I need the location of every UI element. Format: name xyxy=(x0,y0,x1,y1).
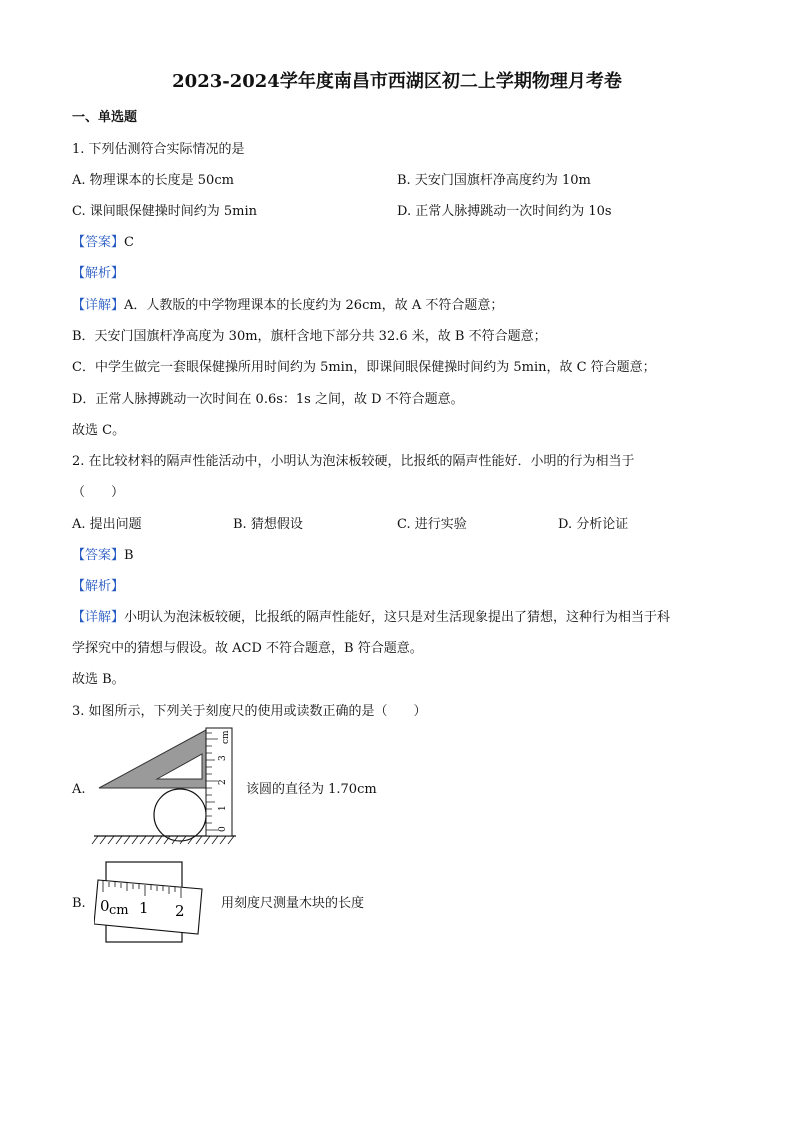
answer-tag: 【答案】 xyxy=(72,235,125,250)
q1-stem: 1. 下列估测符合实际情况的是 xyxy=(72,142,245,157)
q2-stem-bracket: （ ） xyxy=(72,485,125,500)
q1-detail-line: D．正常人脉搏跳动一次时间在 0.6s：1s 之间，故 D 不符合题意。 xyxy=(72,392,464,407)
q1-option-a: A. 物理课本的长度是 50cm xyxy=(72,173,234,188)
ruler-tick-label: 1 xyxy=(218,805,228,811)
detail-tag: 【详解】 xyxy=(72,298,125,313)
ruler-tick-label: 0 xyxy=(218,826,228,832)
ruler-unit-label: cm xyxy=(221,730,231,744)
ruler-tick-label: 3 xyxy=(218,755,228,761)
answer-value: C xyxy=(124,235,134,250)
q3-option-b-text: 用刻度尺测量木块的长度 xyxy=(221,896,365,911)
analysis-tag: 【解析】 xyxy=(72,579,125,594)
q1-detail-line: B．天安门国旗杆净高度为 30m，旗杆含地下部分共 32.6 米，故 B 不符合题意； xyxy=(72,329,547,344)
detail-tag: 【详解】 xyxy=(72,610,125,625)
q3-option-a-label: A. xyxy=(72,782,86,797)
q2-option-b: B. 猜想假设 xyxy=(233,517,303,532)
q2-option-d: D. 分析论证 xyxy=(558,517,629,532)
detail-text: A．人教版的中学物理课本的长度约为 26cm，故 A 不符合题意； xyxy=(124,298,504,313)
ruler-tick-label: 2 xyxy=(175,902,185,920)
q1-detail-line: C．中学生做完一套眼保健操所用时间约为 5min，即课间眼保健操时间约为 5min，故 C 符合题意； xyxy=(72,360,656,375)
ruler-block-figure xyxy=(94,856,206,948)
ruler-tick-label: 2 xyxy=(218,779,228,785)
q3-option-a-text: 该圆的直径为 1.70cm xyxy=(246,782,377,797)
q1-answer xyxy=(72,234,134,252)
q2-stem: 2. 在比较材料的隔声性能活动中，小明认为泡沫板较硬，比报纸的隔声性能好．小明的行为相当于 xyxy=(72,454,635,469)
ruler-circle-figure xyxy=(90,726,240,854)
q1-conclusion: 故选 C。 xyxy=(72,423,126,438)
answer-tag: 【答案】 xyxy=(72,548,125,563)
q2-detail-line xyxy=(72,609,670,627)
answer-value: B xyxy=(124,548,134,563)
page-title: 2023-2024学年度南昌市西湖区初二上学期物理月考卷 xyxy=(172,71,622,92)
q3-stem: 3. 如图所示，下列关于刻度尺的使用或读数正确的是（ ） xyxy=(72,704,427,719)
q2-answer xyxy=(72,547,134,565)
q1-option-c: C. 课间眼保健操时间约为 5min xyxy=(72,204,258,219)
ruler-unit-label: cm xyxy=(109,903,129,918)
q2-option-a: A. 提出问题 xyxy=(72,517,142,532)
q2-conclusion: 故选 B。 xyxy=(72,672,125,687)
q2-option-c: C. 进行实验 xyxy=(397,517,467,532)
ruler-tick-label: 0 xyxy=(100,897,110,915)
q1-detail-line xyxy=(72,297,503,315)
ruler-tick-label: 1 xyxy=(139,899,149,917)
q1-option-b: B. 天安门国旗杆净高度约为 10m xyxy=(397,173,591,188)
q3-option-b-label: B. xyxy=(72,896,86,911)
q2-detail-line: 学探究中的猜想与假设。故 ACD 不符合题意，B 符合题意。 xyxy=(72,641,423,656)
detail-text: 小明认为泡沫板较硬，比报纸的隔声性能好，这只是对生活现象提出了猜想，这种行为相当于科 xyxy=(124,610,671,625)
section-heading: 一、单选题 xyxy=(72,110,138,125)
analysis-tag: 【解析】 xyxy=(72,266,125,281)
q1-option-d: D. 正常人脉搏跳动一次时间约为 10s xyxy=(397,204,612,219)
